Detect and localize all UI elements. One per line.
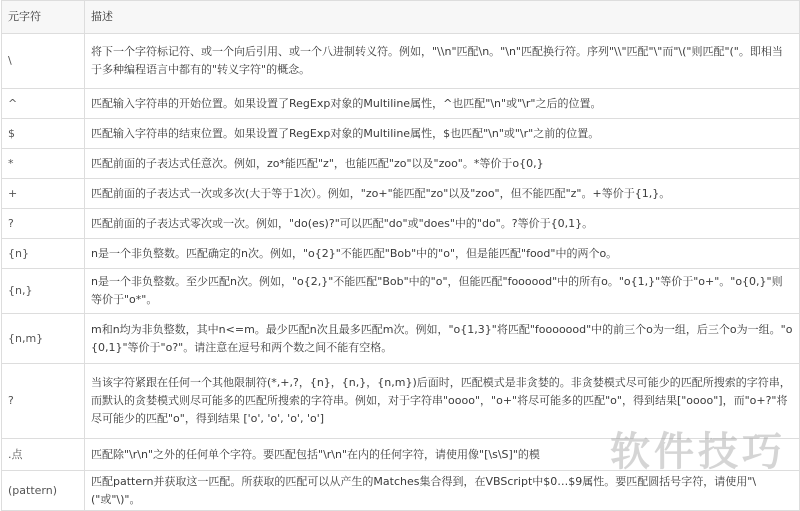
row-description: 将下一个字符标记符、或一个向后引用、或一个八进制转义符。例如，"\\n"匹配\n。"\n"匹配换行符。序列"\\"匹配"\"而"\("则匹配"("。即相当于多种编程语言中都有的"转义字符"的概念。 (85, 34, 800, 89)
row-symbol: {n,m} (2, 314, 85, 364)
row-symbol: ? (2, 364, 85, 439)
table-row (2, 149, 800, 179)
row-description: m和n均为非负整数，其中n<=m。最少匹配n次且最多匹配m次。例如，"o{1,3}"将匹配"fooooood"中的前三个o为一组，后三个o为一组。"o{0,1}"等价于"o?"。请注意在逗号和两个数之间不能有空格。 (85, 314, 800, 364)
row-description: n是一个非负整数。至少匹配n次。例如，"o{2,}"不能匹配"Bob"中的"o"，但能匹配"foooood"中的所有o。"o{1,}"等价于"o+"。"o{0,}"则等价于"o*"。 (85, 269, 800, 314)
row-symbol: (pattern) (2, 471, 85, 511)
row-symbol: ^ (2, 89, 85, 119)
row-symbol: \ (2, 34, 85, 89)
row-symbol: .点 (2, 439, 85, 471)
header-description: 描述 (85, 1, 800, 34)
table-row (2, 314, 800, 364)
row-description: 匹配输入字符串的结束位置。如果设置了RegExp对象的Multiline属性，$也匹配"\n"或"\r"之前的位置。 (85, 119, 800, 149)
table-row (2, 209, 800, 239)
row-description: 当该字符紧跟在任何一个其他限制符(*,+,?，{n}，{n,}，{n,m})后面时，匹配模式是非贪婪的。非贪婪模式尽可能少的匹配所搜索的字符串，而默认的贪婪模式则尽可能多的匹配所搜索的字符串。例如，对于字符串"oooo"，"o+"将尽可能多的匹配"o"，得到结果["oooo"]，而"o+?"将尽可能少的匹配"o"，得到结果 ['o', 'o', 'o', 'o'] (85, 364, 800, 439)
table-row (2, 269, 800, 314)
row-symbol: {n} (2, 239, 85, 269)
row-symbol: {n,} (2, 269, 85, 314)
table-row (2, 239, 800, 269)
row-description: 匹配除"\r\n"之外的任何单个字符。要匹配包括"\r\n"在内的任何字符，请使用像"[\s\S]"的模 (85, 439, 800, 471)
row-description: n是一个非负整数。匹配确定的n次。例如，"o{2}"不能匹配"Bob"中的"o"，但是能匹配"food"中的两个o。 (85, 239, 800, 269)
table-row (2, 179, 800, 209)
table-row (2, 89, 800, 119)
row-symbol: ? (2, 209, 85, 239)
table-row (2, 119, 800, 149)
row-description: 匹配前面的子表达式零次或一次。例如，"do(es)?"可以匹配"do"或"does"中的"do"。?等价于{0,1}。 (85, 209, 800, 239)
row-description: 匹配pattern并获取这一匹配。所获取的匹配可以从产生的Matches集合得到，在VBScript中$0…$9属性。要匹配圆括号字符，请使用"\("或"\)"。 (85, 471, 800, 511)
row-symbol: * (2, 149, 85, 179)
row-description: 匹配前面的子表达式一次或多次(大于等于1次）。例如，"zo+"能匹配"zo"以及"zoo"，但不能匹配"z"。+等价于{1,}。 (85, 179, 800, 209)
watermark-text: 软件技巧 (610, 429, 786, 475)
header-symbol: 元字符 (2, 1, 85, 34)
row-description: 匹配输入字符串的开始位置。如果设置了RegExp对象的Multiline属性，^也匹配"\n"或"\r"之后的位置。 (85, 89, 800, 119)
row-symbol: $ (2, 119, 85, 149)
table-row (2, 34, 800, 89)
row-description: 匹配前面的子表达式任意次。例如，zo*能匹配"z"，也能匹配"zo"以及"zoo"。*等价于o{0,} (85, 149, 800, 179)
table-header-row (2, 1, 800, 34)
row-symbol: + (2, 179, 85, 209)
